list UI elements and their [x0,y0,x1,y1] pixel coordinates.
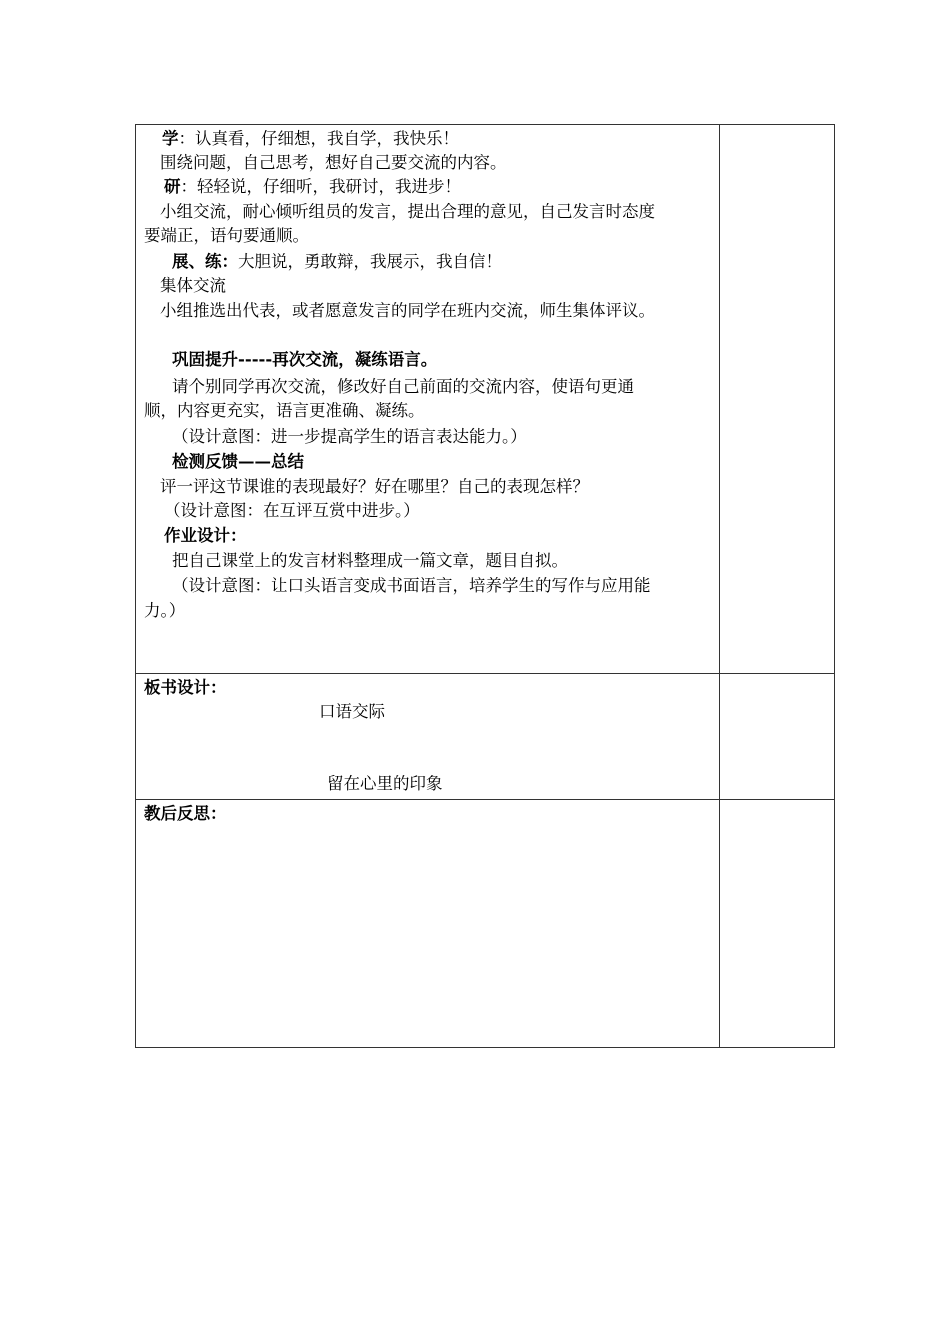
step-study: 研：轻轻说，仔细听，我研讨，我进步！ [164,177,461,196]
consolidate-desc-2: 顺，内容更充实，语言更准确、凝练。 [144,401,425,420]
feedback-desc: 评一评这节课谁的表现最好？好在哪里？自己的表现怎样？ [160,477,589,496]
board-title: 口语交际 [319,702,385,721]
step-study-desc-2: 要端正，语句要通顺。 [144,226,309,245]
reflection-label: 教后反思： [144,804,227,823]
step-show-desc: 小组推选出代表，或者愿意发言的同学在班内交流，师生集体评议。 [160,301,655,320]
feedback-heading: 检测反馈——总结 [172,452,304,471]
feedback-intent: （设计意图：在互评互赏中进步。） [164,501,420,520]
step-learn-desc: 围绕问题，自己思考，想好自己要交流的内容。 [160,153,507,172]
consolidate-intent: （设计意图：进一步提高学生的语言表达能力。） [172,427,527,446]
teaching-process-cell [136,125,719,673]
homework-desc: 把自己课堂上的发言材料整理成一篇文章，题目自拟。 [172,551,568,570]
reflection-cell [136,800,719,1047]
homework-intent-2: 力。） [144,601,186,620]
board-subtitle: 留在心里的印象 [327,774,443,793]
consolidate-heading: 巩固提升-----再次交流，凝练语言。 [172,350,438,369]
column-divider [719,125,720,1047]
homework-heading: 作业设计： [164,526,247,545]
step-learn: 学：认真看，仔细想，我自学，我快乐！ [162,129,459,148]
consolidate-desc-1: 请个别同学再次交流，修改好自己前面的交流内容，使语句更通 [172,377,634,396]
homework-intent-1: （设计意图：让口头语言变成书面语言，培养学生的写作与应用能 [172,576,651,595]
step-show-group: 集体交流 [160,276,226,295]
board-design-label: 板书设计： [144,678,227,697]
board-design-cell [136,674,719,799]
step-show: 展、练：大胆说，勇敢辩，我展示，我自信！ [172,252,502,271]
step-study-desc-1: 小组交流，耐心倾听组员的发言，提出合理的意见，自己发言时态度 [160,202,655,221]
lesson-plan-table [135,124,835,1048]
